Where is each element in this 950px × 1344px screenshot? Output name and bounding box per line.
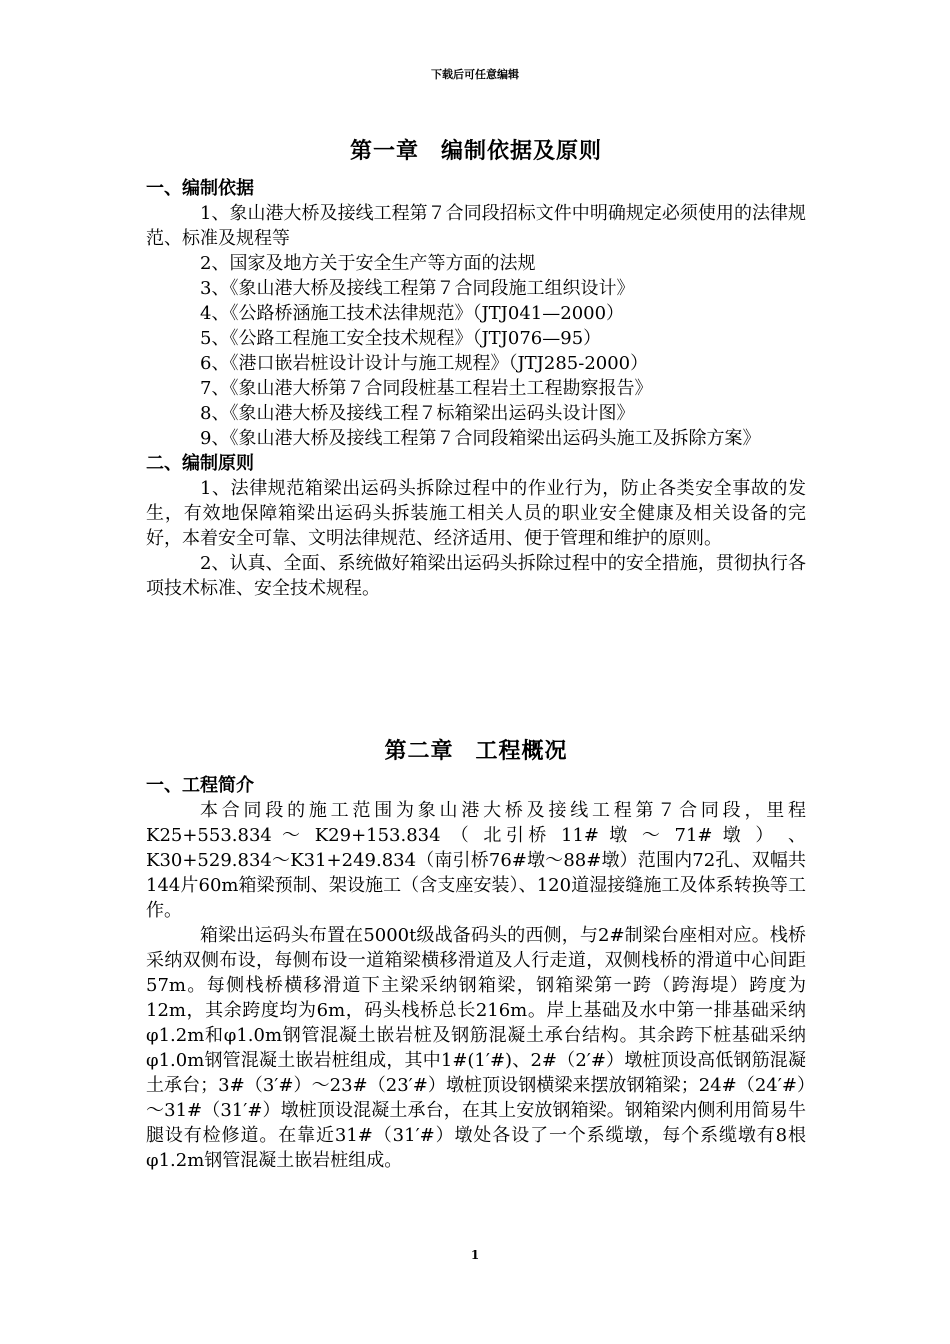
chapter-1 <box>146 134 806 165</box>
chapter-2-number: 第二章 <box>384 739 454 764</box>
chapter-1-name: 编制依据及原则 <box>441 139 603 164</box>
chapter-2-name: 工程概况 <box>475 739 568 764</box>
page-header: 下载后可任意编辑 <box>431 68 519 81</box>
basis-item-3: 3、《象山港大桥及接线工程第７合同段施工组织设计》 <box>200 278 635 299</box>
principle-item-2: 2、认真、全面、系统做好箱梁出运码头拆除过程中的安全措施，贯彻执行各项技术标准、安全技术规程。 <box>146 553 806 599</box>
overview-paragraph-1: 本合同段的施工范围为象山港大桥及接线工程第７合同段，里程 K25+553.834 ～ K29+153.834 （ 北引桥 11# 墩 ～ 71# 墩 ） 、K30+529.834～K31+249.834（南引桥76#墩～88#墩）范围内72孔、双幅共144片60m箱梁预制、架设施工（含支座安装）、120道湿接缝施工及体系转换等工作。 <box>146 800 806 921</box>
chapter-1-number: 第一章 <box>349 139 419 164</box>
chapter-2 <box>146 734 806 765</box>
basis-item-4: 4、《公路桥涵施工技术法律规范》（JTJ041—2000） <box>200 303 625 324</box>
basis-item-5: 5、《公路工程施工安全技术规程》（JTJ076—95） <box>200 328 602 349</box>
chapter-2-body <box>146 773 806 1173</box>
page-number: 1 <box>470 1248 480 1262</box>
basis-item-7: 7、《象山港大桥第７合同段桩基工程岩土工程勘察报告》 <box>200 378 653 399</box>
basis-item-6: 6、《港口嵌岩桩设计设计与施工规程》（JTJ285-2000） <box>200 353 649 374</box>
principle-item-1: 1、法律规范箱梁出运码头拆除过程中的作业行为，防止各类安全事故的发生，有效地保障箱梁出运码头拆装施工相关人员的职业安全健康及相关设备的完好，本着安全可靠、文明法律规范、经济适用、便于管理和维护的原则。 <box>146 478 806 549</box>
chapter-1-body <box>146 176 806 601</box>
basis-item-1: 1、象山港大桥及接线工程第７合同段招标文件中明确规定必须使用的法律规范、标准及规程等 <box>146 203 806 249</box>
basis-item-8: 8、《象山港大桥及接线工程７标箱梁出运码头设计图》 <box>200 403 635 424</box>
section-principles-heading: 二、编制原则 <box>146 453 254 474</box>
chapter-1-title <box>146 134 806 165</box>
section-overview-heading: 一、工程简介 <box>146 775 254 796</box>
basis-item-2: 2、国家及地方关于安全生产等方面的法规 <box>200 253 536 274</box>
chapter-2-title <box>146 734 806 765</box>
section-basis-heading: 一、编制依据 <box>146 178 254 199</box>
basis-item-9: 9、《象山港大桥及接线工程第７合同段箱梁出运码头施工及拆除方案》 <box>200 428 761 449</box>
overview-paragraph-2: 箱梁出运码头布置在5000t级战备码头的西侧，与2#制梁台座相对应。栈桥采纳双侧布设，每侧布设一道箱梁横移滑道及人行走道，双侧栈桥的滑道中心间距57m。每侧栈桥横移滑道下主梁采纳钢箱梁，钢箱梁第一跨（跨海堤）跨度为12m，其余跨度均为6m，码头栈桥总长216m。岸上基础及水中第一排基础采纳 φ1.2m和φ1.0m钢管混凝土嵌岩桩及钢筋混凝土承台结构。其余跨下桩基础采纳φ1.0m钢管混凝土嵌岩桩组成，其中1#(1′#)、2#（2′#）墩桩顶设高低钢筋混凝土承台；3#（3′#）～23#（23′#）墩桩顶设钢横梁来摆放钢箱梁；24#（24′#）～31#（31′#）墩桩顶设混凝土承台，在其上安放钢箱梁。钢箱梁内侧利用简易牛腿设有检修道。在靠近31#（31′#）墩处各设了一个系缆墩，每个系缆墩有8根φ1.2m钢管混凝土嵌岩桩组成。 <box>146 925 806 1171</box>
